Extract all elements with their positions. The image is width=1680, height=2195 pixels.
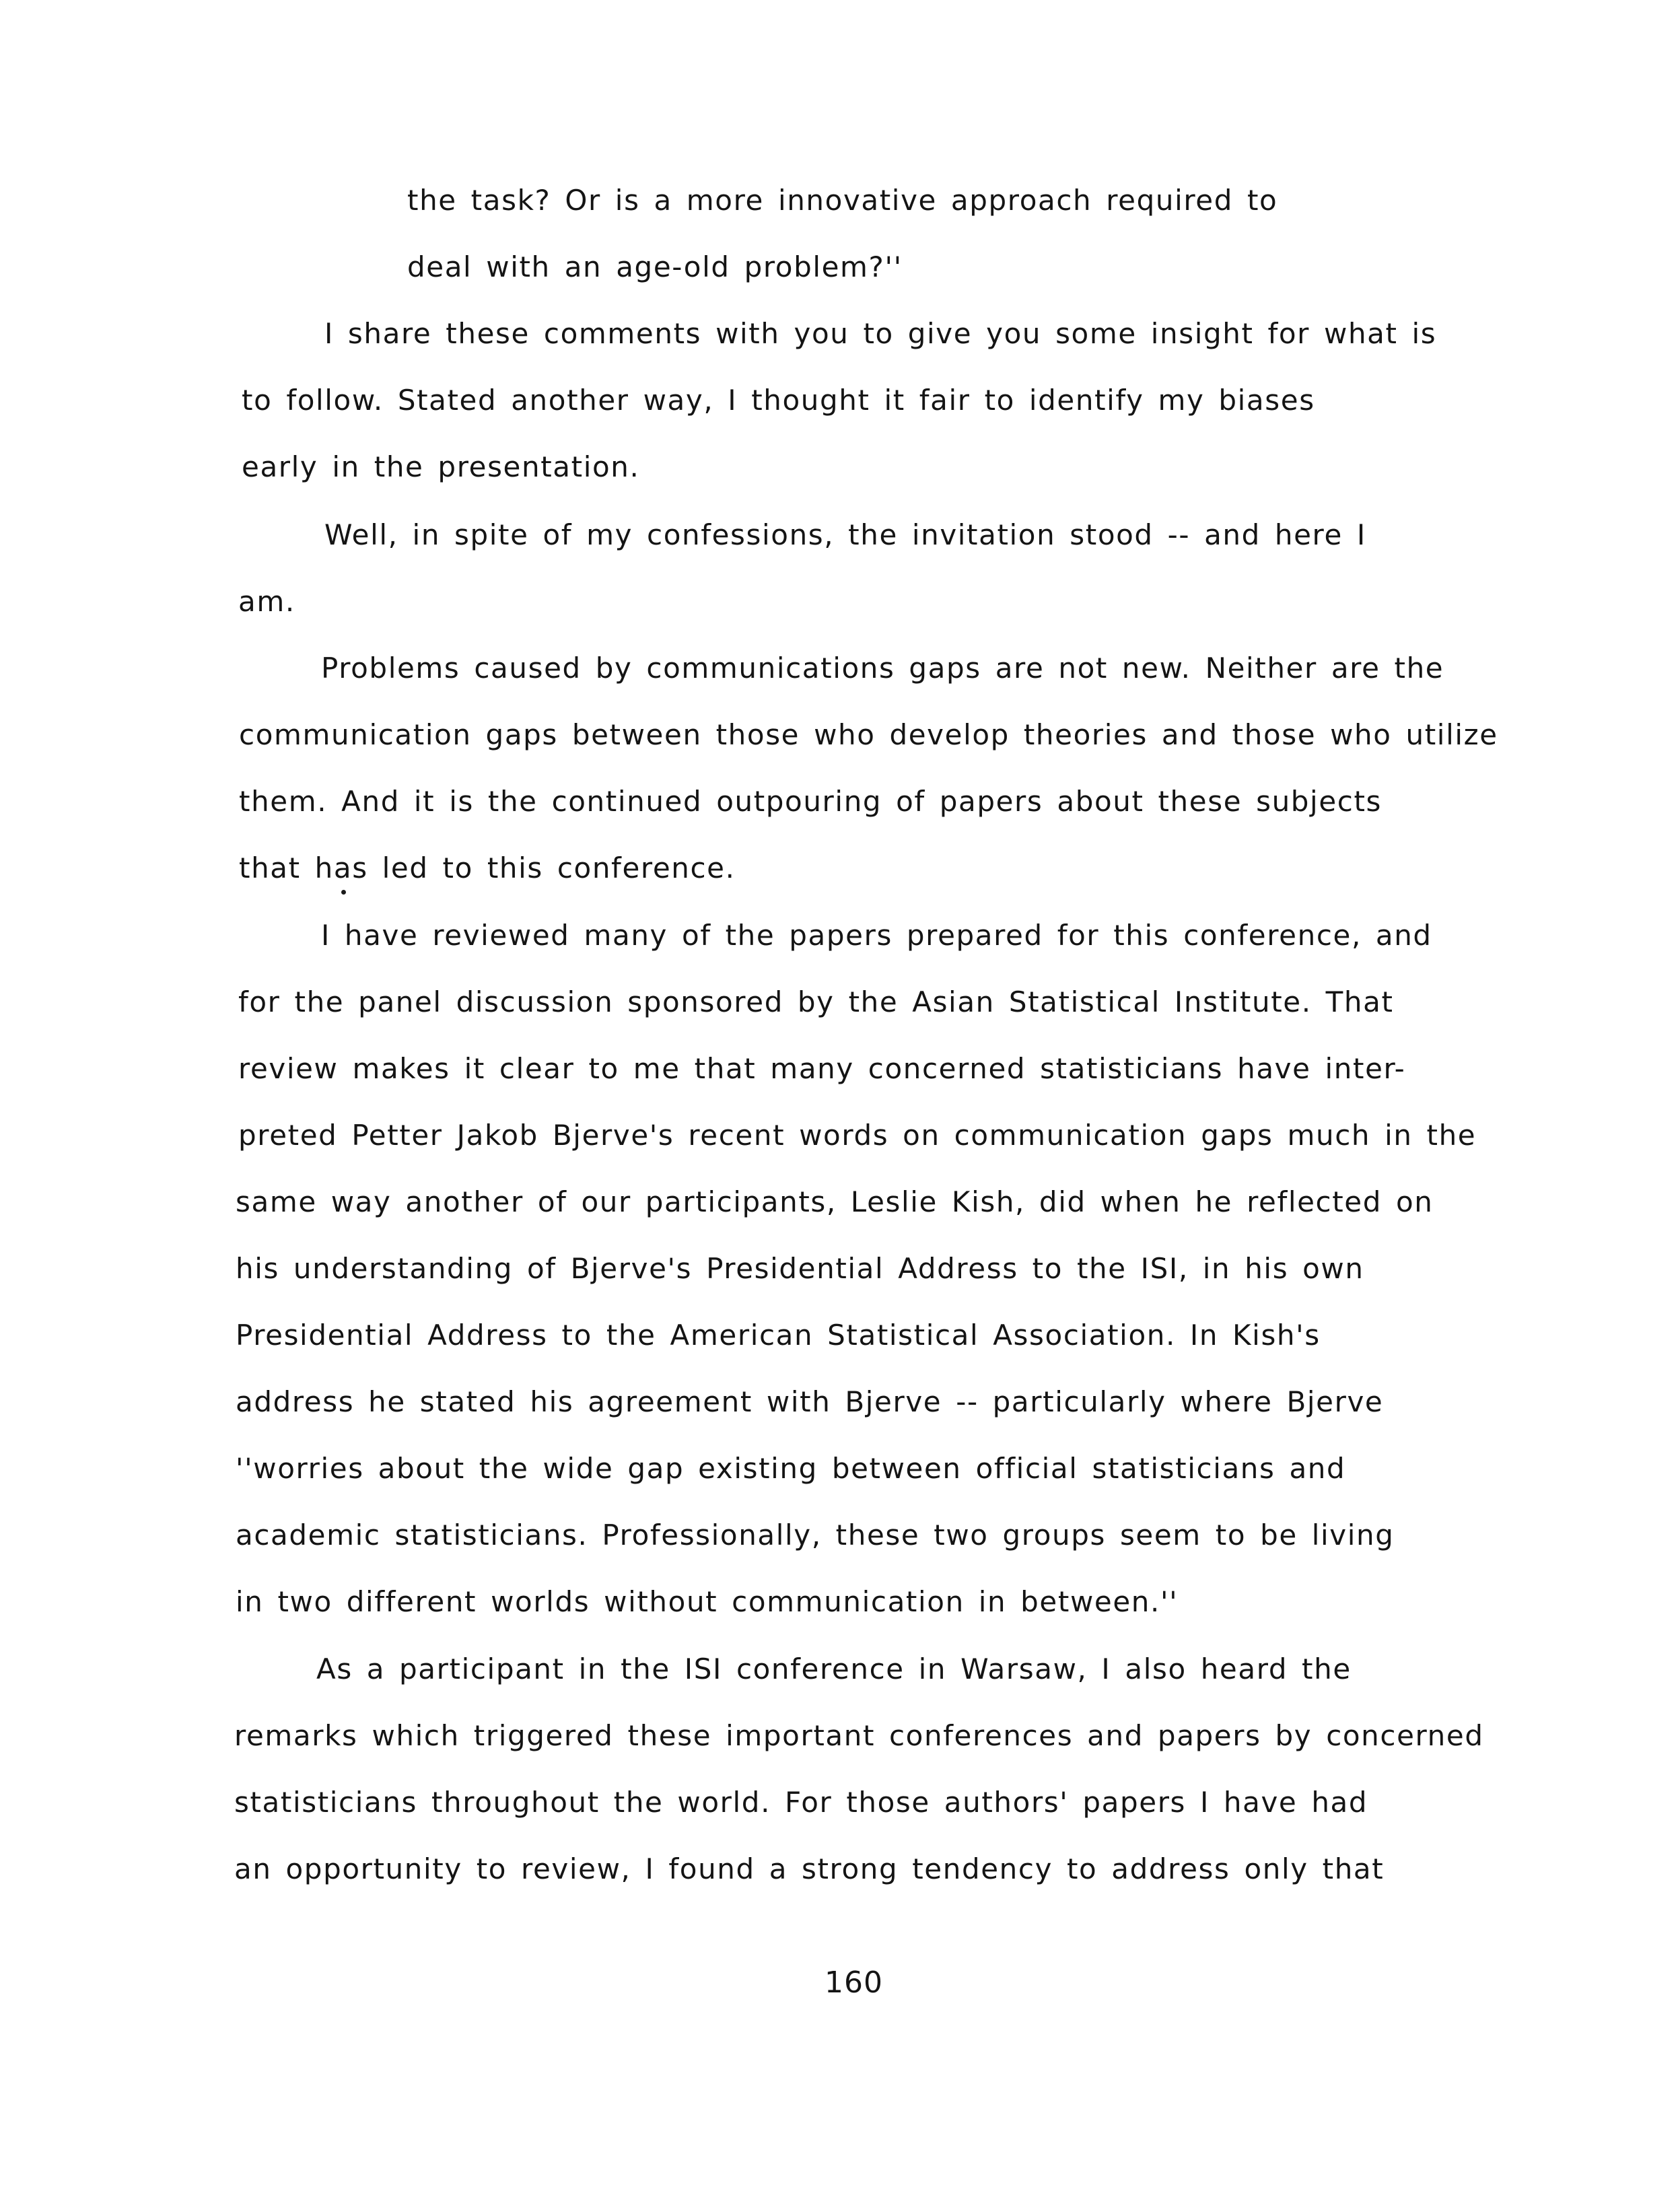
text-line: preted Petter Jakob Bjerve's recent words on communication gaps much in the: [238, 1119, 1477, 1152]
text-line: I share these comments with you to give you some insight for what is: [324, 317, 1437, 350]
ink-speck: [341, 890, 346, 895]
text-line: early in the presentation.: [242, 450, 640, 483]
text-line: review makes it clear to me that many concerned statisticians have inter-: [238, 1052, 1406, 1085]
text-line: address he stated his agreement with Bjerve -- particularly where Bjerve: [236, 1385, 1384, 1418]
text-line: for the panel discussion sponsored by the Asian Statistical Institute. That: [238, 985, 1394, 1018]
text-line: Well, in spite of my confessions, the invitation stood -- and here I: [324, 518, 1366, 551]
text-line: communication gaps between those who develop theories and those who utilize: [239, 718, 1498, 751]
text-line: Presidential Address to the American Statistical Association. In Kish's: [236, 1319, 1321, 1352]
text-line: remarks which triggered these important conferences and papers by concerned: [234, 1719, 1484, 1752]
text-line: As a participant in the ISI conference in Warsaw, I also heard the: [316, 1652, 1352, 1685]
text-line: same way another of our participants, Leslie Kish, did when he reflected on: [236, 1185, 1434, 1218]
text-line: that has led to this conference.: [239, 851, 736, 884]
text-line: Problems caused by communications gaps are not new. Neither are the: [321, 652, 1444, 685]
text-line: in two different worlds without communication in between.'': [236, 1585, 1179, 1618]
text-line: deal with an age-old problem?'': [407, 250, 903, 283]
page-number: 160: [825, 1965, 883, 2000]
text-line: I have reviewed many of the papers prepared for this conference, and: [321, 919, 1432, 952]
text-line: an opportunity to review, I found a strong tendency to address only that: [234, 1852, 1385, 1885]
text-line: ''worries about the wide gap existing between official statisticians and: [236, 1452, 1346, 1485]
text-line: am.: [238, 585, 295, 618]
text-line: the task? Or is a more innovative approach required to: [407, 184, 1278, 217]
text-line: academic statisticians. Professionally, these two groups seem to be living: [236, 1519, 1395, 1552]
text-line: to follow. Stated another way, I thought it fair to identify my biases: [242, 384, 1315, 417]
text-line: them. And it is the continued outpouring of papers about these subjects: [239, 785, 1382, 818]
text-line: statisticians throughout the world. For those authors' papers I have had: [234, 1786, 1368, 1819]
text-line: his understanding of Bjerve's Presidential Address to the ISI, in his own: [236, 1252, 1364, 1285]
